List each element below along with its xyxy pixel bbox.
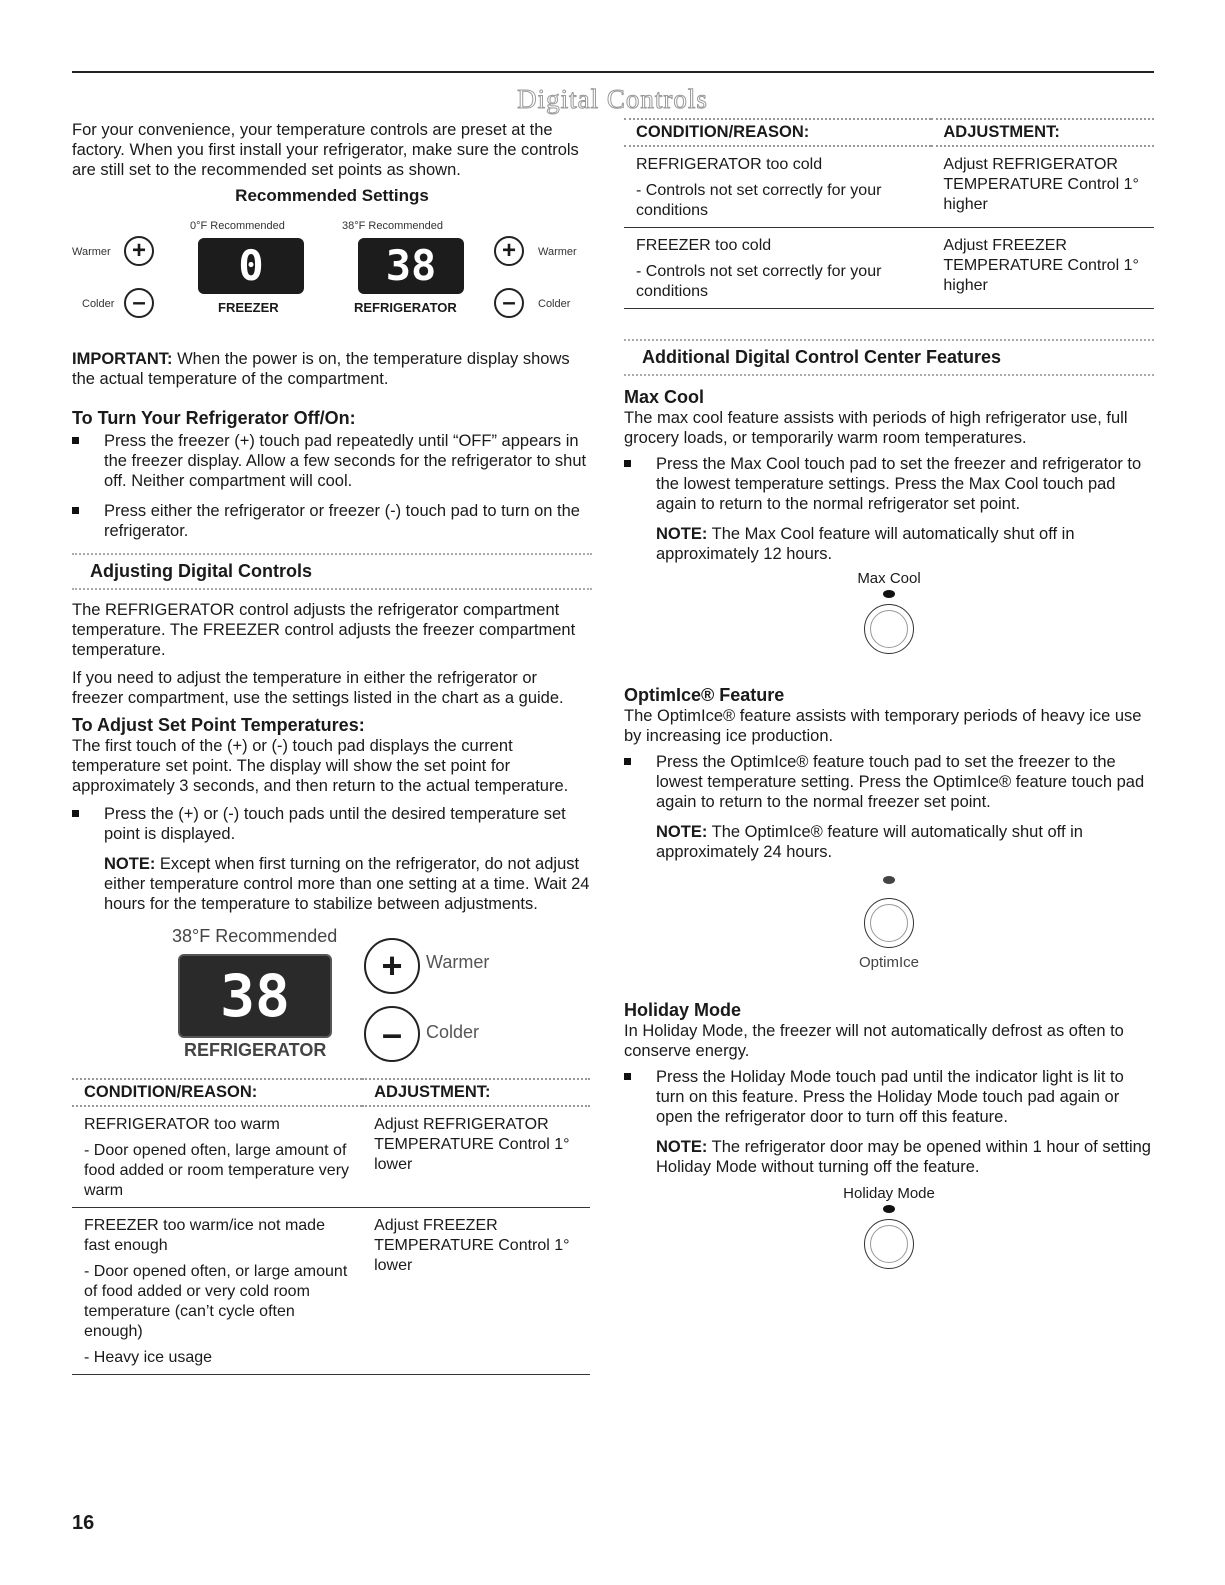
cold-conditions-table [624, 118, 1154, 309]
refrigerator-minus-icon: – [494, 288, 524, 318]
reason-text: - Door opened often, large amount of food added or room temperature very warm [84, 1142, 350, 1199]
recommended-settings-heading: Recommended Settings [235, 186, 429, 205]
condition-text: REFRIGERATOR too warm [84, 1116, 280, 1133]
reason-text: - Heavy ice usage [84, 1349, 213, 1366]
warmer-label-left: Warmer [72, 246, 111, 258]
left-column [72, 120, 592, 1375]
recommended-control-panel [72, 220, 592, 335]
table-row [624, 146, 1154, 228]
panel2-display: 38 [178, 954, 332, 1038]
holiday-indicator-icon [883, 1205, 895, 1213]
maxcool-indicator-icon [883, 590, 895, 598]
adjusting-section-band [72, 553, 592, 590]
holiday-icon-label: Holiday Mode [843, 1185, 935, 1202]
intro-paragraph: For your convenience, your temperature controls are preset at the factory. When you first install your refrigerator, make sure the controls are still set to the recommended set points as shown. [72, 121, 579, 179]
page-title: Digital Controls [517, 84, 708, 114]
freezer-display-label: FREEZER [218, 300, 279, 315]
col-condition-header: CONDITION/REASON: [72, 1079, 362, 1106]
maxcool-button-icon [864, 604, 914, 654]
maxcool-note: NOTE: The Max Cool feature will automatically shut off in approximately 12 hours. [656, 525, 1075, 563]
adjusting-paragraph-1: The REFRIGERATOR control adjusts the refrigerator compartment temperature. The FREEZER control adjusts the freezer compartment temperature. [72, 601, 576, 659]
table-row [72, 1106, 590, 1208]
condition-text: FREEZER too warm/ice not made fast enough [84, 1217, 325, 1254]
panel2-refrigerator-label: REFRIGERATOR [184, 1040, 327, 1060]
setpoint-heading: To Adjust Set Point Temperatures: [72, 715, 365, 735]
optimice-bullet: Press the OptimIce® feature touch pad to set the freezer to the lowest temperature setting. Press the OptimIce® feature touch pad again to return to the normal freezer set point. [624, 752, 1154, 812]
adjustment-text: Adjust FREEZER TEMPERATURE Control 1° higher [931, 228, 1154, 309]
setpoint-bullet: Press the (+) or (-) touch pads until the desired temperature set point is displayed. [72, 804, 592, 844]
optimice-paragraph: The OptimIce® feature assists with temporary periods of heavy ice use by increasing ice production. [624, 707, 1142, 745]
adjusting-paragraph-2: If you need to adjust the temperature in either the refrigerator or freezer compartment, use the settings listed in the chart as a guide. [72, 669, 564, 707]
freezer-recommended-label: 0°F Recommended [190, 220, 285, 232]
adjustment-text: Adjust REFRIGERATOR TEMPERATURE Control 1° higher [931, 146, 1154, 228]
refrigerator-panel-illustration [72, 926, 592, 1068]
turn-bullet-2: Press either the refrigerator or freezer (-) touch pad to turn on the refrigerator. [72, 501, 592, 541]
panel2-plus-icon: + [364, 938, 420, 994]
adjusting-heading: Adjusting Digital Controls [90, 561, 312, 581]
optimice-heading: OptimIce® Feature [624, 685, 785, 705]
condition-text: FREEZER too cold [636, 237, 772, 254]
important-note: IMPORTANT: When the power is on, the temperature display shows the actual temperature of the compartment. [72, 350, 570, 388]
panel2-warmer-label: Warmer [426, 952, 490, 972]
freezer-plus-icon: + [124, 236, 154, 266]
colder-label-left: Colder [82, 298, 115, 310]
maxcool-bullet: Press the Max Cool touch pad to set the freezer and refrigerator to the lowest temperature settings. Press the Max Cool touch pad again to return to the normal refrigerator set point. [624, 454, 1154, 514]
reason-text: - Controls not set correctly for your conditions [636, 182, 882, 219]
optimice-indicator-icon [883, 876, 895, 884]
refrigerator-recommended-label: 38°F Recommended [342, 220, 444, 232]
optimice-icon-label: OptimIce [858, 954, 919, 971]
additional-features-band [624, 339, 1154, 376]
condition-text: REFRIGERATOR too cold [636, 156, 823, 173]
turn-on-off-heading: To Turn Your Refrigerator Off/On: [72, 408, 356, 428]
col-adjustment-header: ADJUSTMENT: [931, 119, 1154, 146]
additional-features-heading: Additional Digital Control Center Features [642, 347, 1002, 367]
reason-text: - Door opened often, or large amount of food added or very cold room temperature (can’t cycle often enough) [84, 1263, 348, 1340]
top-rule [72, 71, 1154, 73]
refrigerator-display-label: REFRIGERATOR [354, 300, 457, 315]
holiday-heading: Holiday Mode [624, 1000, 742, 1020]
setpoint-note: NOTE: Except when first turning on the refrigerator, do not adjust either temperature control more than one setting at a time. Wait 24 hours for the temperature to stabilize between adjustments. [104, 855, 590, 913]
col-adjustment-header: ADJUSTMENT: [362, 1079, 590, 1106]
holiday-touchpad [624, 1185, 1154, 1269]
col-condition-header: CONDITION/REASON: [624, 119, 931, 146]
turn-bullet-1: Press the freezer (+) touch pad repeatedly until “OFF” appears in the freezer display. Allow a few seconds for the refrigerator to shut off. Neither compartment will cool. [72, 431, 592, 491]
warmer-label-right: Warmer [538, 246, 577, 258]
optimice-touchpad [624, 876, 1154, 971]
freezer-minus-icon: – [124, 288, 154, 318]
refrigerator-display: 38 [358, 238, 464, 294]
panel2-minus-icon: – [364, 1006, 420, 1062]
holiday-button-icon [864, 1219, 914, 1269]
table-row [624, 228, 1154, 309]
optimice-note: NOTE: The OptimIce® feature will automatically shut off in approximately 24 hours. [656, 823, 1083, 861]
warm-conditions-table [72, 1078, 590, 1375]
panel2-recommended-label: 38°F Recommended [172, 926, 338, 946]
maxcool-paragraph: The max cool feature assists with periods of high refrigerator use, full grocery loads, or temporarily warm room temperatures. [624, 409, 1128, 447]
maxcool-heading: Max Cool [624, 387, 705, 407]
page-number: 16 [72, 1512, 95, 1534]
maxcool-icon-label: Max Cool [857, 570, 921, 587]
optimice-button-icon [864, 898, 914, 948]
holiday-bullet: Press the Holiday Mode touch pad until the indicator light is lit to turn on this feature. Press the Holiday Mode touch pad again or open the refrigerator door to turn off this feature. [624, 1067, 1154, 1127]
adjustment-text: Adjust FREEZER TEMPERATURE Control 1° lower [362, 1208, 590, 1375]
setpoint-paragraph: The first touch of the (+) or (-) touch pad displays the current temperature set point. The display will show the set point for approximately 3 seconds, and then return to the actual temperature. [72, 737, 569, 795]
holiday-note: NOTE: The refrigerator door may be opened within 1 hour of setting Holiday Mode without turning off the feature. [656, 1138, 1151, 1176]
right-column [624, 118, 1154, 1269]
panel2-colder-label: Colder [426, 1022, 480, 1042]
colder-label-right: Colder [538, 298, 571, 310]
refrigerator-plus-icon: + [494, 236, 524, 266]
maxcool-touchpad [624, 570, 1154, 654]
table-row [72, 1208, 590, 1375]
freezer-display: 0 [198, 238, 304, 294]
adjustment-text: Adjust REFRIGERATOR TEMPERATURE Control 1° lower [362, 1106, 590, 1208]
holiday-paragraph: In Holiday Mode, the freezer will not automatically defrost as often to conserve energy. [624, 1022, 1124, 1060]
reason-text: - Controls not set correctly for your conditions [636, 263, 882, 300]
